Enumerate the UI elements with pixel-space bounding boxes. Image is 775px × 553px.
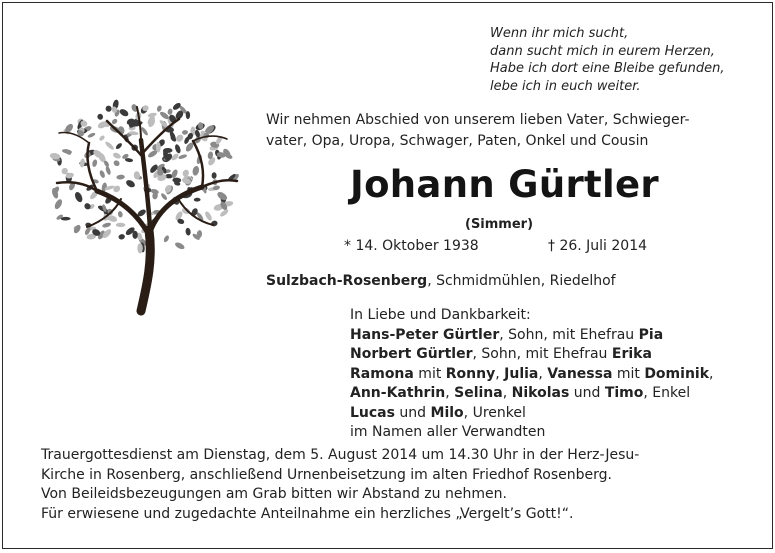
mourner-name: Selina bbox=[454, 385, 503, 401]
mourner-name: Lucas bbox=[350, 404, 395, 421]
leaf-shape bbox=[99, 170, 106, 179]
leaf-shape bbox=[150, 188, 159, 195]
leaf-shape bbox=[116, 223, 126, 227]
leaf-shape bbox=[174, 144, 182, 154]
leaf-shape bbox=[172, 177, 181, 183]
mourner-text: und bbox=[394, 404, 431, 421]
mourner-line bbox=[350, 384, 713, 404]
mourner-text: , Enkel bbox=[643, 385, 691, 401]
mourner-name: Erika bbox=[611, 346, 652, 362]
mourner-text: , bbox=[495, 365, 505, 382]
leaf-shape bbox=[98, 135, 105, 142]
leaf-shape bbox=[112, 152, 122, 160]
birth-date: * 14. Oktober 1938 bbox=[344, 238, 479, 254]
service-line: Für erwiesene und zugedachte Anteilnahme ein herzliches „Vergelt’s Gott!“. bbox=[41, 505, 574, 522]
obituary-notice bbox=[2, 2, 773, 549]
poem-line: dann sucht mich in eurem Herzen, bbox=[490, 43, 715, 59]
leaf-shape bbox=[156, 105, 162, 113]
mourner-name: Ann-Kathrin bbox=[350, 385, 446, 401]
leaf-shape bbox=[116, 174, 125, 180]
poem-line: lebe ich in euch weiter. bbox=[490, 78, 641, 94]
mourner-name: Hans-Peter Gürtler bbox=[350, 326, 500, 343]
memorial-poem bbox=[490, 25, 724, 95]
leaf-shape bbox=[212, 172, 217, 179]
leaf-shape bbox=[117, 211, 123, 218]
mourner-name: Dominik bbox=[644, 365, 710, 382]
leaf-shape bbox=[210, 220, 218, 227]
mourner-text: , bbox=[709, 365, 714, 382]
intro-line: vater, Opa, Uropa, Schwager, Paten, Onkel und Cousin bbox=[266, 133, 649, 149]
leaf-shape bbox=[175, 133, 185, 143]
leaf-shape bbox=[115, 142, 123, 150]
mourner-text: , Urenkel bbox=[463, 404, 526, 421]
leaf-shape bbox=[194, 198, 201, 202]
leaf-shape bbox=[92, 159, 98, 167]
leaf-shape bbox=[111, 118, 118, 125]
leaf-shape bbox=[167, 108, 173, 115]
mourner-name: Vanessa bbox=[547, 365, 613, 382]
leaf-shape bbox=[163, 235, 170, 244]
mourner-text: und bbox=[569, 385, 605, 401]
tree-icon bbox=[37, 95, 247, 317]
mourner-text: mit bbox=[612, 365, 645, 382]
leaf-shape bbox=[53, 198, 63, 210]
mourner-name: Milo bbox=[430, 404, 464, 421]
leaf-shape bbox=[192, 165, 200, 176]
mourner-line bbox=[350, 365, 713, 385]
leaf-shape bbox=[182, 130, 189, 135]
leaf-shape bbox=[112, 159, 120, 167]
mourner-line bbox=[350, 326, 713, 346]
mourner-name: Ramona bbox=[350, 365, 414, 382]
mourner-line bbox=[350, 345, 713, 365]
leaf-shape bbox=[102, 222, 112, 229]
death-date: † 26. Juli 2014 bbox=[548, 238, 648, 254]
mourner-name: Nikolas bbox=[511, 385, 570, 401]
leaf-shape bbox=[83, 202, 92, 211]
leaf-shape bbox=[118, 234, 125, 241]
mourner-text: , bbox=[502, 385, 512, 401]
mourner-text: , bbox=[538, 365, 548, 382]
mourner-name: Pia bbox=[638, 326, 664, 343]
leaf-shape bbox=[178, 154, 188, 160]
leaf-shape bbox=[97, 113, 104, 120]
mourner-text: , Sohn, mit Ehefrau bbox=[472, 346, 612, 362]
mourners-closing: im Namen aller Verwandten bbox=[350, 424, 546, 440]
leaf-shape bbox=[79, 158, 85, 168]
mourner-name: Timo bbox=[604, 385, 644, 401]
poem-line: Wenn ihr mich sucht, bbox=[490, 26, 629, 41]
leaf-shape bbox=[185, 228, 191, 236]
service-line: Kirche in Rosenberg, anschließend Urnenbeisetzung im alten Friedhof Rosenberg. bbox=[41, 466, 612, 483]
leaf-shape bbox=[137, 243, 142, 253]
leaf-shape bbox=[73, 191, 83, 204]
place-rest: , Schmidmühlen, Riedelhof bbox=[427, 273, 616, 289]
mourner-text: , bbox=[445, 385, 455, 401]
tree-trunk bbox=[57, 107, 237, 311]
mourner-name: Ronny bbox=[445, 365, 496, 382]
leaf-shape bbox=[104, 141, 115, 151]
leaf-shape bbox=[112, 184, 122, 193]
service-line: Von Beileidsbezeugungen am Grab bitten wir Abstand zu nehmen. bbox=[41, 486, 507, 502]
mourner-name: Norbert Gürtler bbox=[350, 346, 473, 362]
intro-line: Wir nehmen Abschied von unserem lieben Vater, Schwieger- bbox=[266, 112, 690, 128]
place-main: Sulzbach-Rosenberg bbox=[266, 273, 428, 289]
mourner-text: mit bbox=[413, 365, 446, 382]
leaf-shape bbox=[186, 111, 191, 119]
mourner-name: Julia bbox=[504, 365, 539, 382]
leaf-shape bbox=[106, 106, 112, 112]
poem-line: Habe ich dort eine Bleibe gefunden, bbox=[490, 61, 725, 76]
service-line: Trauergottesdienst am Dienstag, dem 5. August 2014 um 14.30 Uhr in der Herz-Jesu- bbox=[41, 447, 640, 463]
leaf-shape bbox=[204, 210, 213, 221]
leaf-shape bbox=[87, 132, 96, 139]
farewell-intro bbox=[266, 110, 756, 152]
deceased-nickname: (Simmer) bbox=[465, 217, 534, 232]
mourners-list bbox=[350, 306, 713, 443]
leaf-shape bbox=[125, 179, 136, 189]
mourners-heading: In Liebe und Dankbarkeit: bbox=[350, 307, 531, 323]
deceased-name: Johann Gürtler bbox=[350, 163, 659, 206]
leaf-shape bbox=[105, 166, 112, 176]
mourner-line bbox=[350, 404, 713, 424]
leaf-shape bbox=[118, 108, 129, 118]
mourner-text: , Sohn, mit Ehefrau bbox=[499, 326, 639, 343]
leaf-shape bbox=[174, 241, 186, 250]
funeral-service-info bbox=[41, 446, 639, 524]
places-line bbox=[266, 273, 616, 289]
